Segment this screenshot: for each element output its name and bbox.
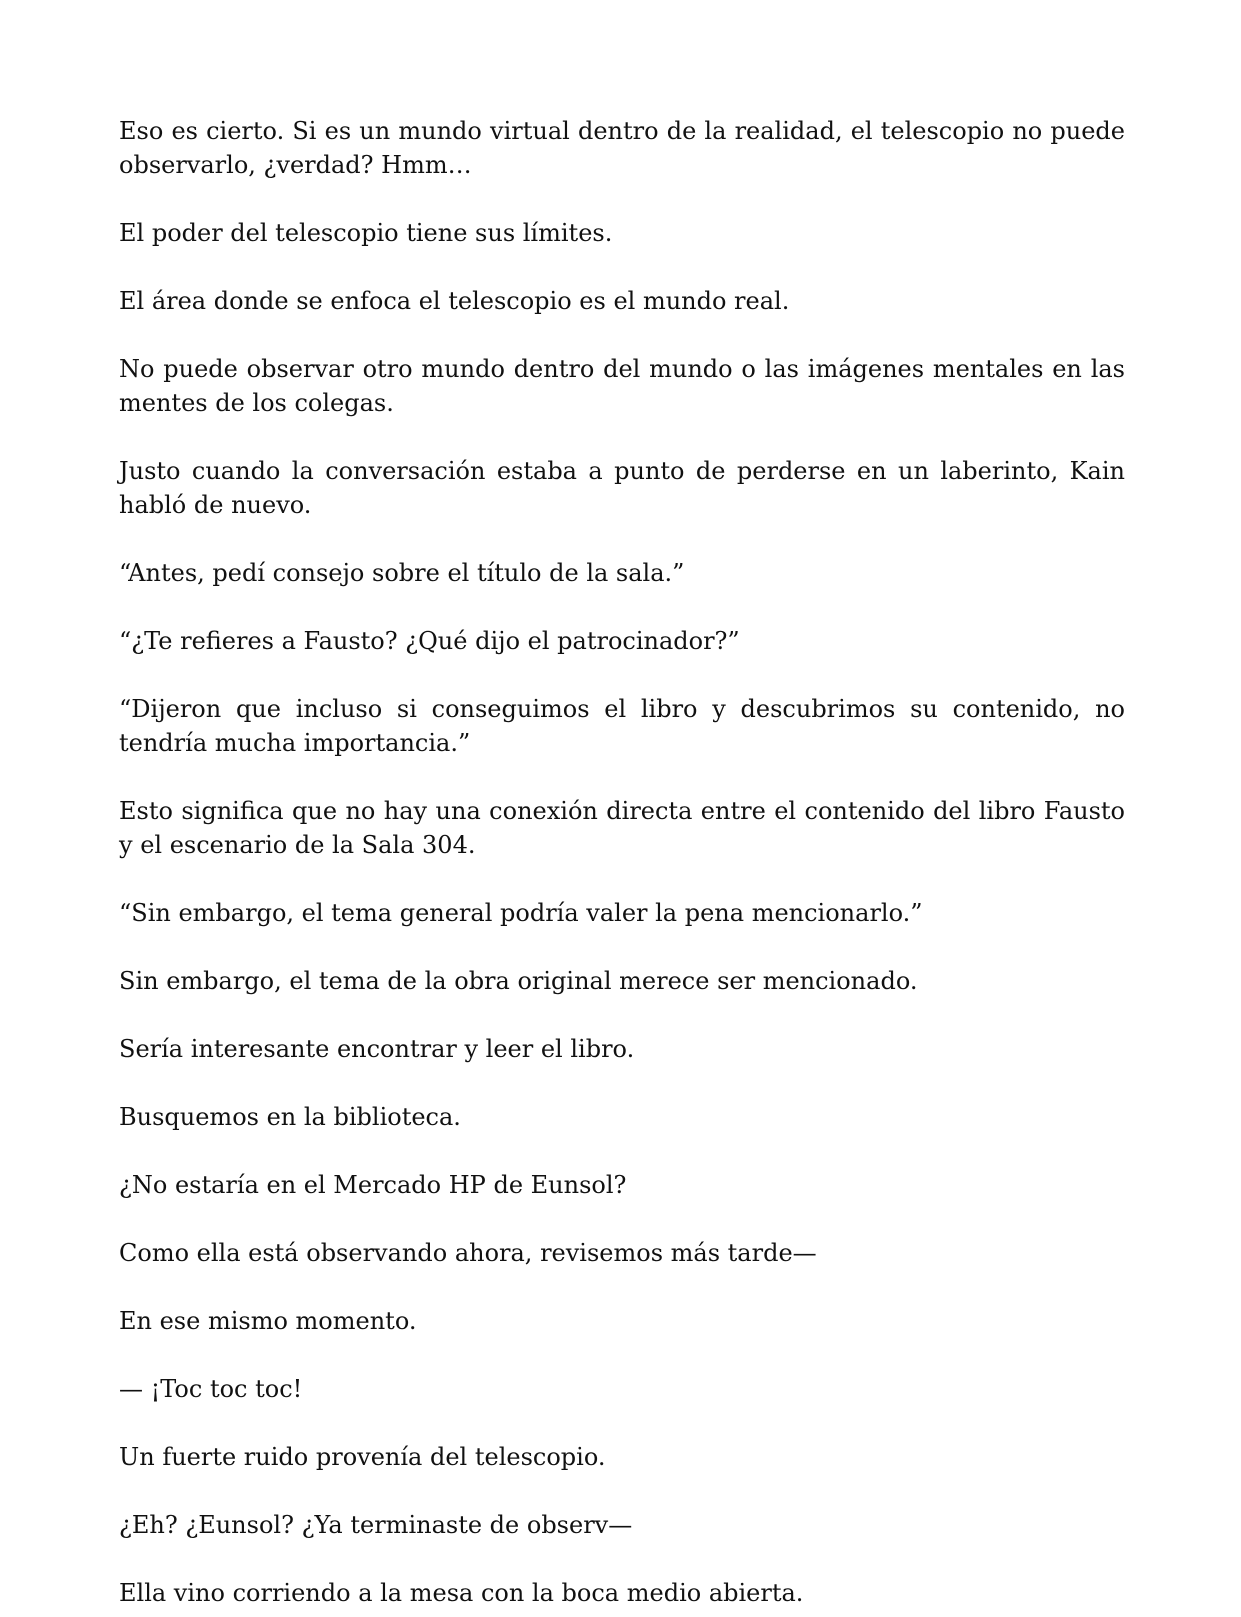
paragraph-12: Sería interesante encontrar y leer el libro.	[119, 1035, 635, 1063]
paragraph-10: “Sin embargo, el tema general podría valer la pena mencionarlo.”	[119, 899, 923, 927]
paragraph-9: Esto significa que no hay una conexión directa entre el contenido del libro Fausto y el escenario de la Sala 304.	[119, 797, 1125, 859]
paragraph-8: “Dijeron que incluso si conseguimos el libro y descubrimos su contenido, no tendría mucha importancia.”	[119, 695, 1125, 757]
paragraph-4: No puede observar otro mundo dentro del mundo o las imágenes mentales en las mentes de los colegas.	[119, 355, 1125, 417]
paragraph-15: Como ella está observando ahora, revisemos más tarde—	[119, 1239, 817, 1267]
paragraph-20: Ella vino corriendo a la mesa con la boca medio abierta.	[119, 1579, 804, 1607]
paragraph-13: Busquemos en la biblioteca.	[119, 1103, 461, 1131]
paragraph-11: Sin embargo, el tema de la obra original merece ser mencionado.	[119, 967, 918, 995]
paragraph-16: En ese mismo momento.	[119, 1307, 417, 1335]
paragraph-7: “¿Te refieres a Fausto? ¿Qué dijo el patrocinador?”	[119, 627, 740, 655]
paragraph-18: Un fuerte ruido provenía del telescopio.	[119, 1443, 606, 1471]
paragraph-2: El poder del telescopio tiene sus límites.	[119, 219, 613, 247]
paragraph-3: El área donde se enfoca el telescopio es el mundo real.	[119, 287, 790, 315]
paragraph-1: Eso es cierto. Si es un mundo virtual dentro de la realidad, el telescopio no puede observarlo, ¿verdad? Hmm…	[119, 117, 1125, 179]
paragraph-6: “Antes, pedí consejo sobre el título de la sala.”	[119, 559, 685, 587]
paragraph-14: ¿No estaría en el Mercado HP de Eunsol?	[119, 1171, 627, 1199]
paragraph-5: Justo cuando la conversación estaba a punto de perderse en un laberinto, Kain habló de nuevo.	[119, 457, 1125, 519]
document-body	[119, 114, 1125, 1617]
paragraph-17: — ¡Toc toc toc!	[119, 1375, 303, 1403]
paragraph-19: ¿Eh? ¿Eunsol? ¿Ya terminaste de observ—	[119, 1511, 633, 1539]
